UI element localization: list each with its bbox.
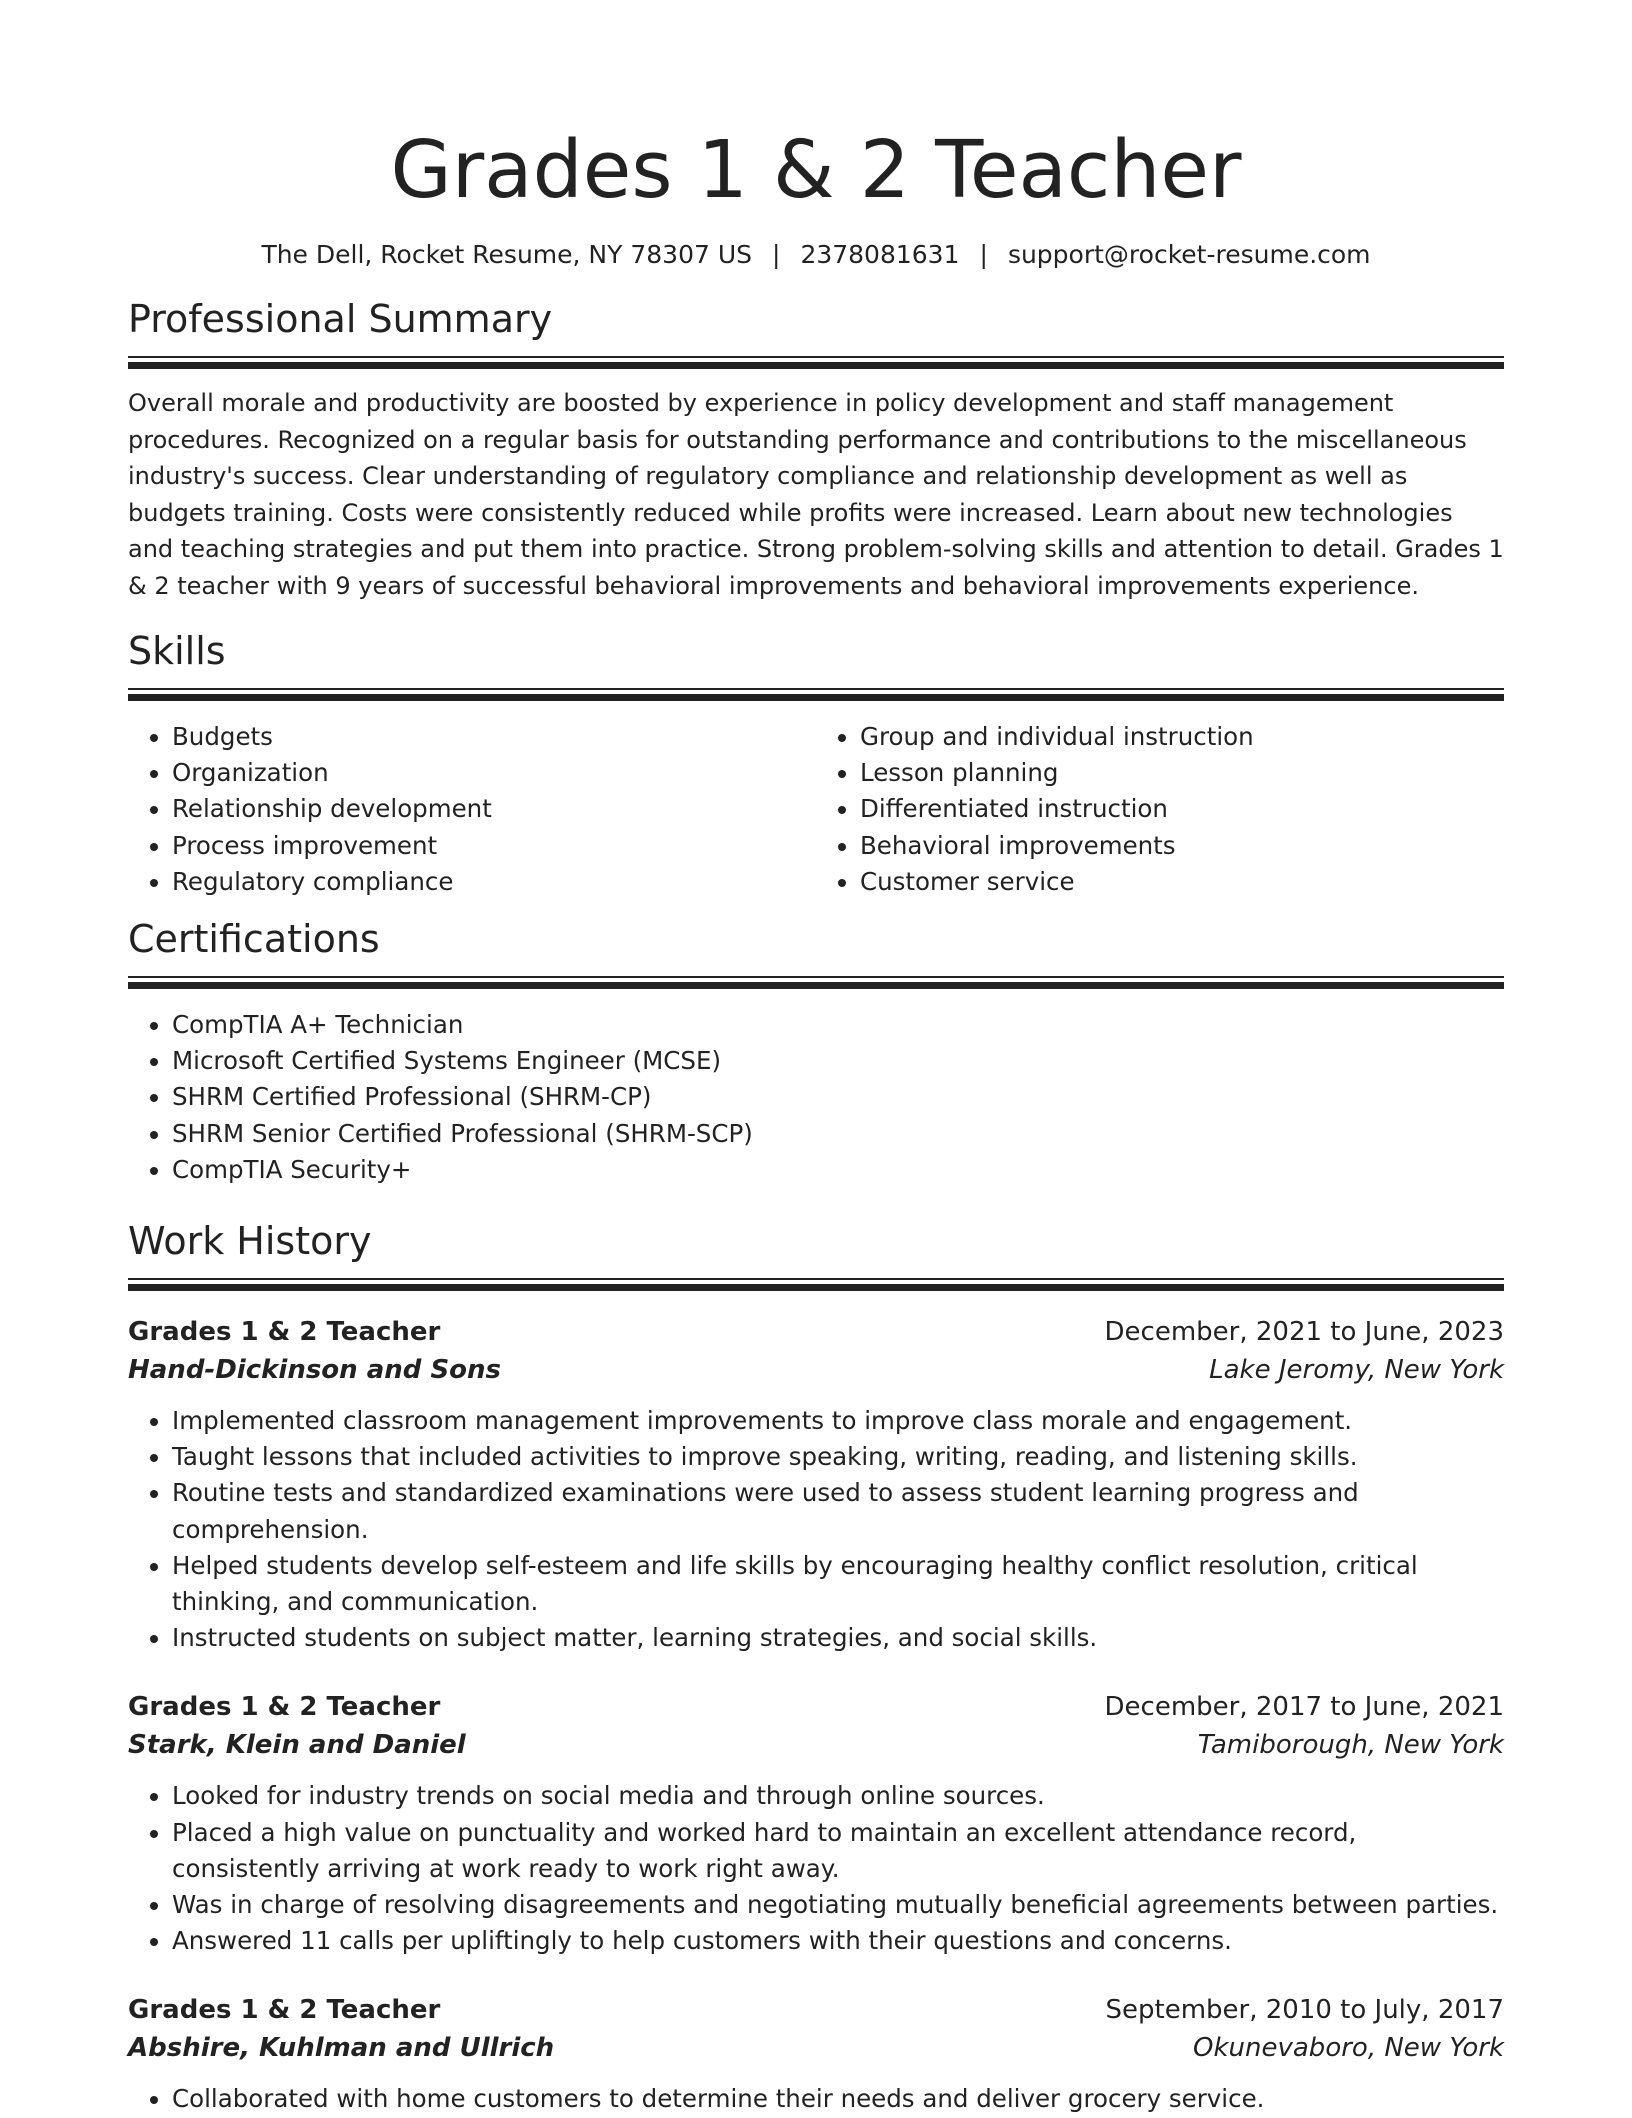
- job-company: Stark, Klein and Daniel: [128, 1730, 466, 1761]
- section-title-certifications: Certifications: [128, 917, 380, 962]
- job-bullet: • Taught lessons that included activities to improve speaking, writing, reading, and listening skills.: [172, 1439, 1504, 1475]
- job-company-row: [128, 2029, 1504, 2067]
- job-header-row: [128, 1313, 1504, 1351]
- job-bullets: [128, 1403, 1504, 1656]
- contact-address: The Dell, Rocket Resume, NY 78307 US: [261, 240, 752, 269]
- skill-item: • Organization: [172, 755, 816, 791]
- contact-line: [128, 238, 1504, 272]
- skill-item: • Relationship development: [172, 791, 816, 827]
- skill-item: • Process improvement: [172, 828, 816, 864]
- skill-item: • Differentiated instruction: [860, 791, 1504, 827]
- job-company-row: [128, 1351, 1504, 1389]
- job-bullets: [128, 2081, 1504, 2117]
- job-bullet: • Collaborated with home customers to determine their needs and deliver grocery service.: [172, 2081, 1504, 2117]
- section-title-summary: Professional Summary: [128, 297, 553, 341]
- job-dates: December, 2017 to June, 2021: [1104, 1692, 1504, 1723]
- job-location: Lake Jeromy, New York: [1209, 1355, 1504, 1386]
- job-company: Abshire, Kuhlman and Ullrich: [128, 2033, 555, 2064]
- job-bullet: • Was in charge of resolving disagreements and negotiating mutually beneficial agreements between parties.: [172, 1887, 1504, 1923]
- section-title-work-history: Work History: [128, 1219, 372, 1264]
- contact-phone: 2378081631: [800, 240, 960, 269]
- job-bullet: • Helped students develop self-esteem and life skills by encouraging healthy conflict resolution, critical thinking, and communication.: [172, 1548, 1504, 1620]
- job-bullet: • Instructed students on subject matter, learning strategies, and social skills.: [172, 1620, 1504, 1656]
- work-history-section: [128, 1216, 1504, 2118]
- skills-list-right: [816, 719, 1504, 900]
- job-bullet: • Implemented classroom management improvements to improve class morale and engagement.: [172, 1403, 1504, 1439]
- job-company: Hand-Dickinson and Sons: [128, 1355, 502, 1386]
- certifications-section: [128, 914, 1504, 1188]
- section-divider: [128, 976, 1504, 989]
- summary-text: Overall morale and productivity are boosted by experience in policy development and staff management procedures. Recognized on a regular basis for outstanding performance and contributions to the miscellaneous industry's success. Clear understanding of regulatory compliance and relationship development as well as budgets training. Costs were consistently reduced while profits were increased. Learn about new technologies and teaching strategies and put them into practice. Strong problem-solving skills and attention to detail. Grades 1 & 2 teacher with 9 years of successful behavioral improvements and behavioral improvements experience.: [128, 389, 1504, 600]
- contact-separator: |: [979, 240, 988, 269]
- job-title: Grades 1 & 2 Teacher: [128, 1995, 441, 2026]
- job-bullet: • Looked for industry trends on social media and through online sources.: [172, 1778, 1504, 1814]
- skill-item: • Lesson planning: [860, 755, 1504, 791]
- skill-item: • Customer service: [860, 864, 1504, 900]
- job-header-row: [128, 1991, 1504, 2029]
- job-title: Grades 1 & 2 Teacher: [128, 1692, 441, 1723]
- job-bullet: • Answered 11 calls per upliftingly to help customers with their questions and concerns.: [172, 1923, 1504, 1959]
- section-title-skills: Skills: [128, 629, 226, 673]
- certification-item: • CompTIA Security+: [172, 1152, 1504, 1188]
- skill-item: • Regulatory compliance: [172, 864, 816, 900]
- skills-section: [128, 626, 1504, 900]
- certification-item: • CompTIA A+ Technician: [172, 1007, 1504, 1043]
- skill-item: • Group and individual instruction: [860, 719, 1504, 755]
- job-location: Okunevaboro, New York: [1193, 2033, 1504, 2064]
- skill-item: • Behavioral improvements: [860, 828, 1504, 864]
- certification-item: • Microsoft Certified Systems Engineer (MCSE): [172, 1043, 1504, 1079]
- resume-name: Grades 1 & 2 Teacher: [390, 124, 1242, 216]
- summary-section: [128, 294, 1504, 604]
- job-bullet: • Routine tests and standardized examinations were used to assess student learning progress and comprehension.: [172, 1475, 1504, 1547]
- job-title: Grades 1 & 2 Teacher: [128, 1317, 441, 1348]
- job-bullet: • Placed a high value on punctuality and worked hard to maintain an excellent attendance record, consistently arriving at work ready to work right away.: [172, 1815, 1504, 1887]
- certifications-list: [128, 1007, 1504, 1188]
- job-company-row: [128, 1726, 1504, 1764]
- job-entry: [128, 1313, 1504, 1656]
- job-entry: [128, 1991, 1504, 2117]
- skill-item: • Budgets: [172, 719, 816, 755]
- section-divider: [128, 356, 1504, 369]
- job-location: Tamiborough, New York: [1197, 1730, 1504, 1761]
- certification-item: • SHRM Certified Professional (SHRM-CP): [172, 1079, 1504, 1115]
- contact-separator: |: [772, 240, 781, 269]
- certification-item: • SHRM Senior Certified Professional (SHRM-SCP): [172, 1116, 1504, 1152]
- contact-email: support@rocket-resume.com: [1007, 240, 1371, 269]
- section-divider: [128, 1278, 1504, 1291]
- section-divider: [128, 688, 1504, 701]
- job-entry: [128, 1688, 1504, 1959]
- skills-list-left: [128, 719, 816, 900]
- job-dates: December, 2021 to June, 2023: [1104, 1317, 1504, 1348]
- skills-grid: [128, 701, 1504, 900]
- job-header-row: [128, 1688, 1504, 1726]
- job-bullets: [128, 1778, 1504, 1959]
- job-dates: September, 2010 to July, 2017: [1105, 1995, 1504, 2026]
